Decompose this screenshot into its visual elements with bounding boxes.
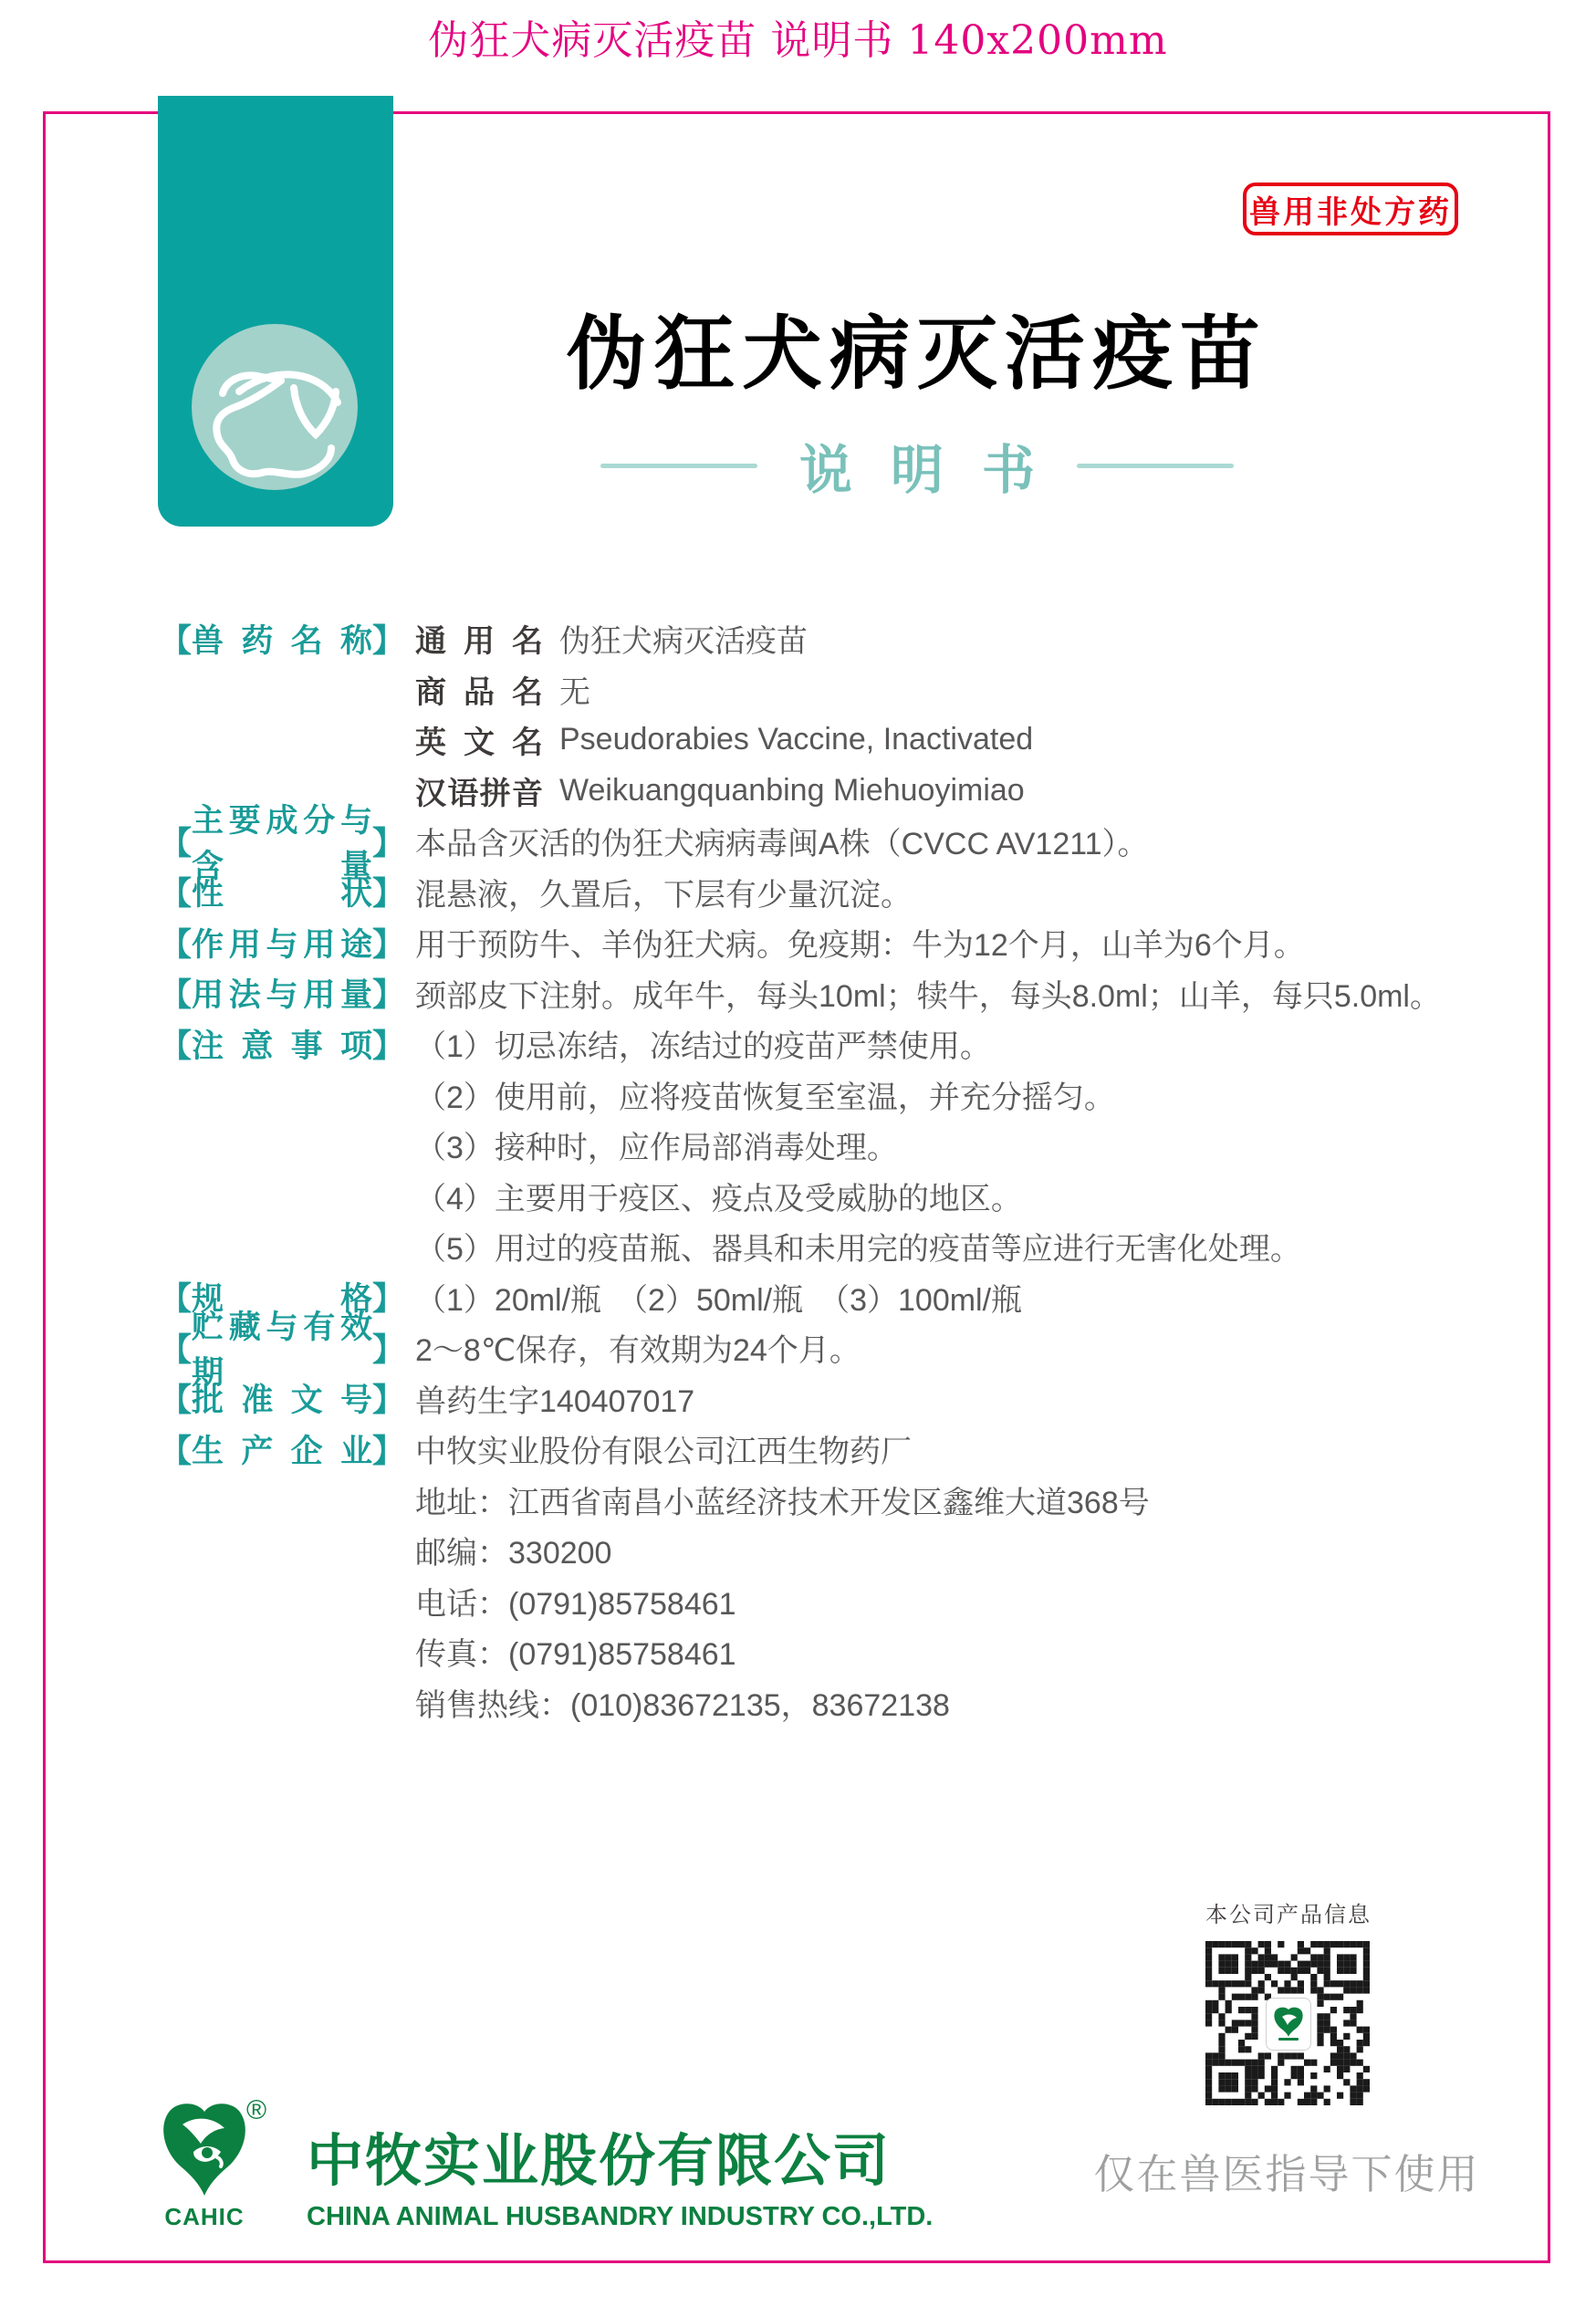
header-tab xyxy=(158,96,393,527)
label-bracket-close: 】 xyxy=(371,1331,404,1368)
field-label xyxy=(160,1018,404,1070)
field-label-text: 注意事项 xyxy=(192,1028,372,1064)
label-bracket-open: 【 xyxy=(160,1433,193,1469)
field-value-line xyxy=(415,917,1455,968)
field-value xyxy=(415,1272,1455,1323)
field-value-line xyxy=(415,1070,1455,1121)
field-label xyxy=(160,613,404,664)
company-name-block xyxy=(307,2115,933,2232)
sub-label: 汉语拼音 xyxy=(415,776,543,811)
value-text: 用于预防牛、羊伪狂犬病。免疫期：牛为12个月，山羊为6个月。 xyxy=(415,928,1305,964)
label-bracket-open: 【 xyxy=(160,1281,193,1318)
field-value-line xyxy=(415,1171,1455,1222)
field-label-text: 兽药名称 xyxy=(192,622,372,659)
content-row xyxy=(160,1018,1455,1272)
qr-center-logo-icon xyxy=(1266,1998,1311,2051)
label-bracket-close: 】 xyxy=(371,1028,404,1064)
registered-trademark-icon: ® xyxy=(246,2095,267,2125)
product-title: 伪狂犬病灭活疫苗 xyxy=(566,308,1267,399)
field-label xyxy=(160,1373,404,1425)
value-text: （1）20ml/瓶 （2）50ml/瓶 （3）100ml/瓶 xyxy=(415,1282,1023,1318)
label-bracket-open: 【 xyxy=(160,1028,193,1064)
field-label xyxy=(160,1309,404,1391)
value-text: 伪狂犬病灭活疫苗 xyxy=(559,624,808,660)
qr-label: 本公司产品信息 xyxy=(1205,1903,1370,1927)
pig-icon xyxy=(192,324,358,490)
value-text: （4）主要用于疫区、疫点及受威胁的地区。 xyxy=(415,1181,1022,1216)
subtitle-right-line xyxy=(1077,464,1234,468)
content-row xyxy=(160,613,1455,816)
field-value xyxy=(415,816,1455,867)
content-row xyxy=(160,1424,1455,1728)
field-value xyxy=(415,613,1455,816)
field-value-line xyxy=(415,613,1455,664)
cahic-logo-icon xyxy=(162,2101,246,2199)
content-row xyxy=(160,802,1455,884)
field-value xyxy=(415,867,1455,918)
value-text: （2）使用前，应将疫苗恢复至室温，并充分摇匀。 xyxy=(415,1080,1115,1115)
pig-logo-circle xyxy=(192,324,358,490)
value-text: 传真：(0791)85758461 xyxy=(415,1637,736,1673)
value-text: 电话：(0791)85758461 xyxy=(415,1586,736,1622)
field-value-line xyxy=(415,867,1455,918)
value-text: Weikuangquanbing Miehuoyimiao xyxy=(559,772,1025,808)
value-text: 中牧实业股份有限公司江西生物药厂 xyxy=(415,1435,912,1470)
qr-block xyxy=(1205,1896,1370,2105)
company-name-cn: 中牧实业股份有限公司 xyxy=(307,2127,892,2194)
content-row xyxy=(160,917,1455,968)
field-value xyxy=(415,917,1455,968)
value-text: 邮编：330200 xyxy=(415,1536,612,1571)
field-value xyxy=(415,1018,1455,1272)
content-row xyxy=(160,867,1455,918)
cahic-logo xyxy=(162,2095,272,2233)
sub-label: 英文名 xyxy=(415,726,543,761)
field-value-line xyxy=(415,1576,1455,1627)
value-text: 地址：江西省南昌小蓝经济技术开发区鑫维大道368号 xyxy=(415,1485,1150,1520)
field-value xyxy=(415,1322,1455,1373)
field-value-line xyxy=(415,766,1455,817)
field-label xyxy=(160,968,404,1019)
content-row xyxy=(160,1373,1455,1425)
field-value-line xyxy=(415,1221,1455,1272)
value-text: 颈部皮下注射。成年牛，每头10ml；犊牛，每头8.0ml；山羊，每只5.0ml。 xyxy=(415,978,1441,1014)
sub-label: 通用名 xyxy=(415,624,543,660)
field-value-line xyxy=(415,1525,1455,1576)
label-bracket-close: 】 xyxy=(371,876,404,913)
field-value-line xyxy=(415,1272,1455,1323)
field-value-line xyxy=(415,1424,1455,1475)
value-text: 无 xyxy=(559,674,590,710)
field-value xyxy=(415,1373,1455,1425)
label-bracket-open: 【 xyxy=(160,825,193,861)
value-text: 销售热线：(010)83672135，83672138 xyxy=(415,1687,950,1723)
field-value xyxy=(415,968,1455,1019)
otc-badge: 兽用非处方药 xyxy=(1243,183,1458,235)
label-bracket-open: 【 xyxy=(160,622,193,659)
content-row xyxy=(160,1309,1455,1391)
content-rows xyxy=(160,613,1455,1728)
value-text: 混悬液，久置后，下层有少量沉淀。 xyxy=(415,877,912,913)
label-bracket-close: 】 xyxy=(371,1433,404,1469)
label-bracket-close: 】 xyxy=(371,926,404,963)
footer-brand xyxy=(162,2095,934,2233)
label-bracket-open: 【 xyxy=(160,876,193,913)
company-name-en: CHINA ANIMAL HUSBANDRY INDUSTRY CO.,LTD. xyxy=(307,2202,934,2231)
field-value-line xyxy=(415,1626,1455,1677)
field-value-line xyxy=(415,664,1455,715)
field-label xyxy=(160,867,404,918)
field-value xyxy=(415,1424,1455,1728)
subtitle-row xyxy=(393,429,1441,502)
label-bracket-open: 【 xyxy=(160,1331,193,1368)
field-label-text: 批准文号 xyxy=(192,1383,372,1419)
label-bracket-close: 】 xyxy=(371,825,404,861)
sub-label: 商品名 xyxy=(415,674,543,710)
field-label-text: 性状 xyxy=(192,876,372,913)
value-text: （1）切忌冻结，冻结过的疫苗严禁使用。 xyxy=(415,1029,991,1065)
label-bracket-close: 】 xyxy=(371,977,404,1014)
field-label-text: 作用与用途 xyxy=(192,926,372,963)
usage-note: 仅在兽医指导下使用 xyxy=(1093,2151,1480,2197)
field-label-text: 生产企业 xyxy=(192,1433,372,1469)
value-text: （5）用过的疫苗瓶、器具和未用完的疫苗等应进行无害化处理。 xyxy=(415,1232,1301,1268)
label-bracket-open: 【 xyxy=(160,926,193,963)
cahic-logo-text: CAHIC xyxy=(164,2203,245,2230)
subtitle-left-line xyxy=(600,464,757,468)
value-text: Pseudorabies Vaccine, Inactivated xyxy=(559,722,1034,757)
subtitle: 说明书 xyxy=(798,441,1073,500)
field-label-text: 贮藏与有效期 xyxy=(192,1309,372,1391)
field-label xyxy=(160,917,404,968)
field-label xyxy=(160,802,404,884)
value-text: 兽药生字140407017 xyxy=(415,1383,695,1419)
field-value-line xyxy=(415,1322,1455,1373)
field-label-text: 规格 xyxy=(192,1281,372,1318)
field-value-line xyxy=(415,1373,1455,1425)
field-value-line xyxy=(415,816,1455,867)
field-label-text: 用法与用量 xyxy=(192,977,372,1014)
label-bracket-open: 【 xyxy=(160,1383,193,1419)
label-bracket-close: 】 xyxy=(371,1383,404,1419)
label-bracket-open: 【 xyxy=(160,977,193,1014)
label-bracket-close: 】 xyxy=(371,622,404,659)
value-text: 2～8℃保存，有效期为24个月。 xyxy=(415,1333,861,1369)
field-value-line xyxy=(415,968,1455,1019)
field-label xyxy=(160,1424,404,1475)
field-value-line xyxy=(415,1677,1455,1728)
field-value-line xyxy=(415,1120,1455,1171)
print-spec-title: 伪狂犬病灭活疫苗 说明书 140x200mm xyxy=(428,17,1168,64)
field-value-line xyxy=(415,1018,1455,1070)
field-value-line xyxy=(415,1475,1455,1526)
label-bracket-close: 】 xyxy=(371,1281,404,1318)
value-text: （3）接种时，应作局部消毒处理。 xyxy=(415,1131,898,1166)
content-row xyxy=(160,968,1455,1019)
field-value-line xyxy=(415,715,1455,766)
field-label-text: 主要成分与含量 xyxy=(192,802,372,884)
qr-code xyxy=(1205,1941,1370,2105)
value-text: 本品含灭活的伪狂犬病病毒闽A株（CVCC AV1211）。 xyxy=(415,827,1149,862)
